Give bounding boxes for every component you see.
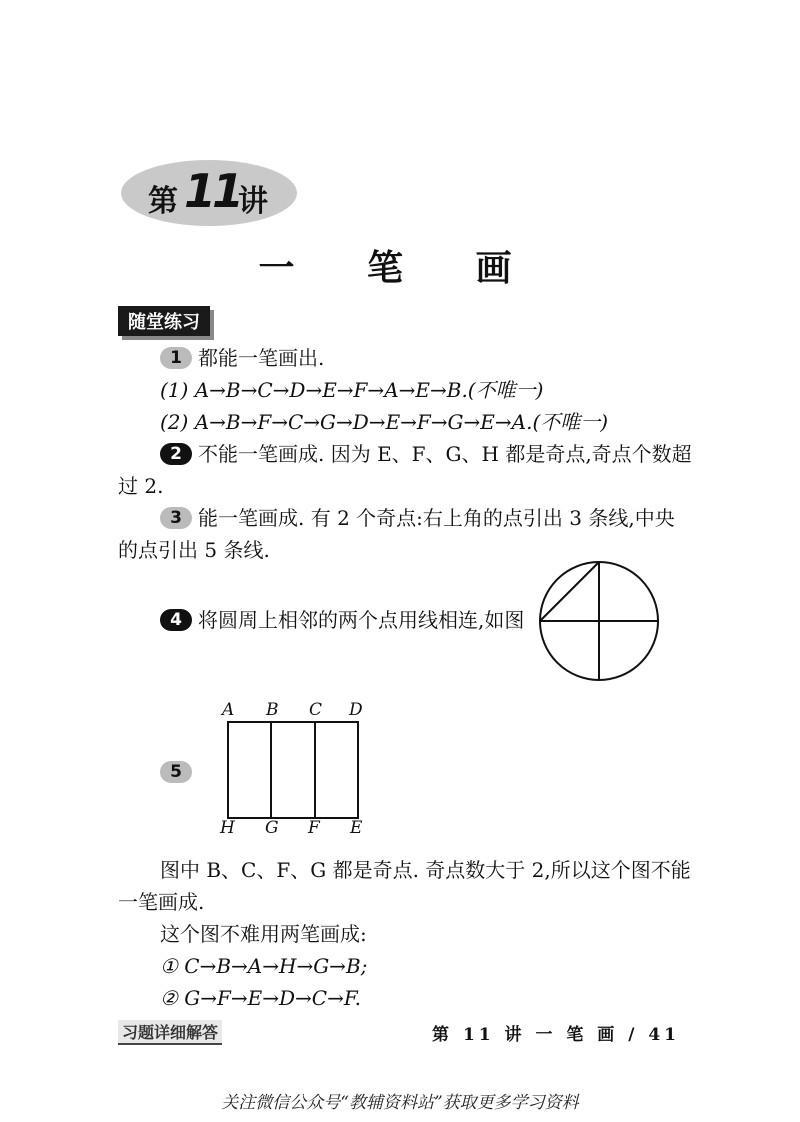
q4-line xyxy=(160,606,524,634)
section-tag: 随堂练习 xyxy=(118,306,210,336)
lecture-suffix: 讲 xyxy=(238,184,268,219)
q1-text: 都能一笔画出. xyxy=(198,346,325,370)
q5-line4: ① C→B→A→H→G→B; xyxy=(160,954,368,978)
label-e: E xyxy=(350,818,363,838)
q1-part1: (1) A→B→C→D→E→F→A→E→B.(不唯一) xyxy=(160,378,544,402)
q2-badge: 2 xyxy=(160,443,192,465)
q3-line1 xyxy=(160,504,675,532)
circle-diagram xyxy=(538,560,660,682)
watermark-text: 关注微信公众号“教辅资料站”获取更多学习资料 xyxy=(221,1093,579,1113)
q1-line xyxy=(160,344,324,372)
lecture-prefix: 第 xyxy=(148,184,178,219)
q3-line2: 的点引出 5 条线. xyxy=(118,538,270,562)
footer-left: 习题详细解答 xyxy=(118,1020,222,1045)
q4-text: 将圆周上相邻的两个点用线相连,如图 xyxy=(198,608,525,632)
label-d: D xyxy=(349,700,363,720)
q5-line3: 这个图不难用两笔画成: xyxy=(160,922,367,946)
label-c: C xyxy=(309,700,323,720)
outer-rect xyxy=(228,722,358,818)
q3-badge: 3 xyxy=(160,507,192,529)
rectangle-diagram xyxy=(210,700,370,838)
q5-line1: 图中 B、C、F、G 都是奇点. 奇点数大于 2,所以这个图不能 xyxy=(160,858,691,882)
label-f: F xyxy=(308,818,320,838)
label-g: G xyxy=(265,818,279,838)
label-b: B xyxy=(266,700,279,720)
label-a: A xyxy=(222,700,235,720)
lecture-badge xyxy=(120,158,298,228)
footer-right: 第 11 讲 一 笔 画 / 41 xyxy=(432,1025,680,1045)
q5-badge-wrap xyxy=(160,758,198,786)
q5-line2: 一笔画成. xyxy=(118,890,205,914)
lecture-number: 11 xyxy=(184,164,241,218)
q1-part2: (2) A→B→F→C→G→D→E→F→G→E→A.(不唯一) xyxy=(160,410,609,434)
q2-line1 xyxy=(160,440,692,468)
q1-badge: 1 xyxy=(160,347,192,369)
page-title: 一 笔 画 xyxy=(258,247,542,289)
q2-text1: 不能一笔画成. 因为 E、F、G、H 都是奇点,奇点个数超 xyxy=(198,442,692,466)
q5-badge: 5 xyxy=(160,761,192,783)
q3-text1: 能一笔画成. 有 2 个奇点:右上角的点引出 3 条线,中央 xyxy=(198,506,675,530)
q4-badge: 4 xyxy=(160,609,192,631)
q2-line2: 过 2. xyxy=(118,474,164,498)
q5-line5: ② G→F→E→D→C→F. xyxy=(160,986,361,1010)
label-h: H xyxy=(220,818,235,838)
